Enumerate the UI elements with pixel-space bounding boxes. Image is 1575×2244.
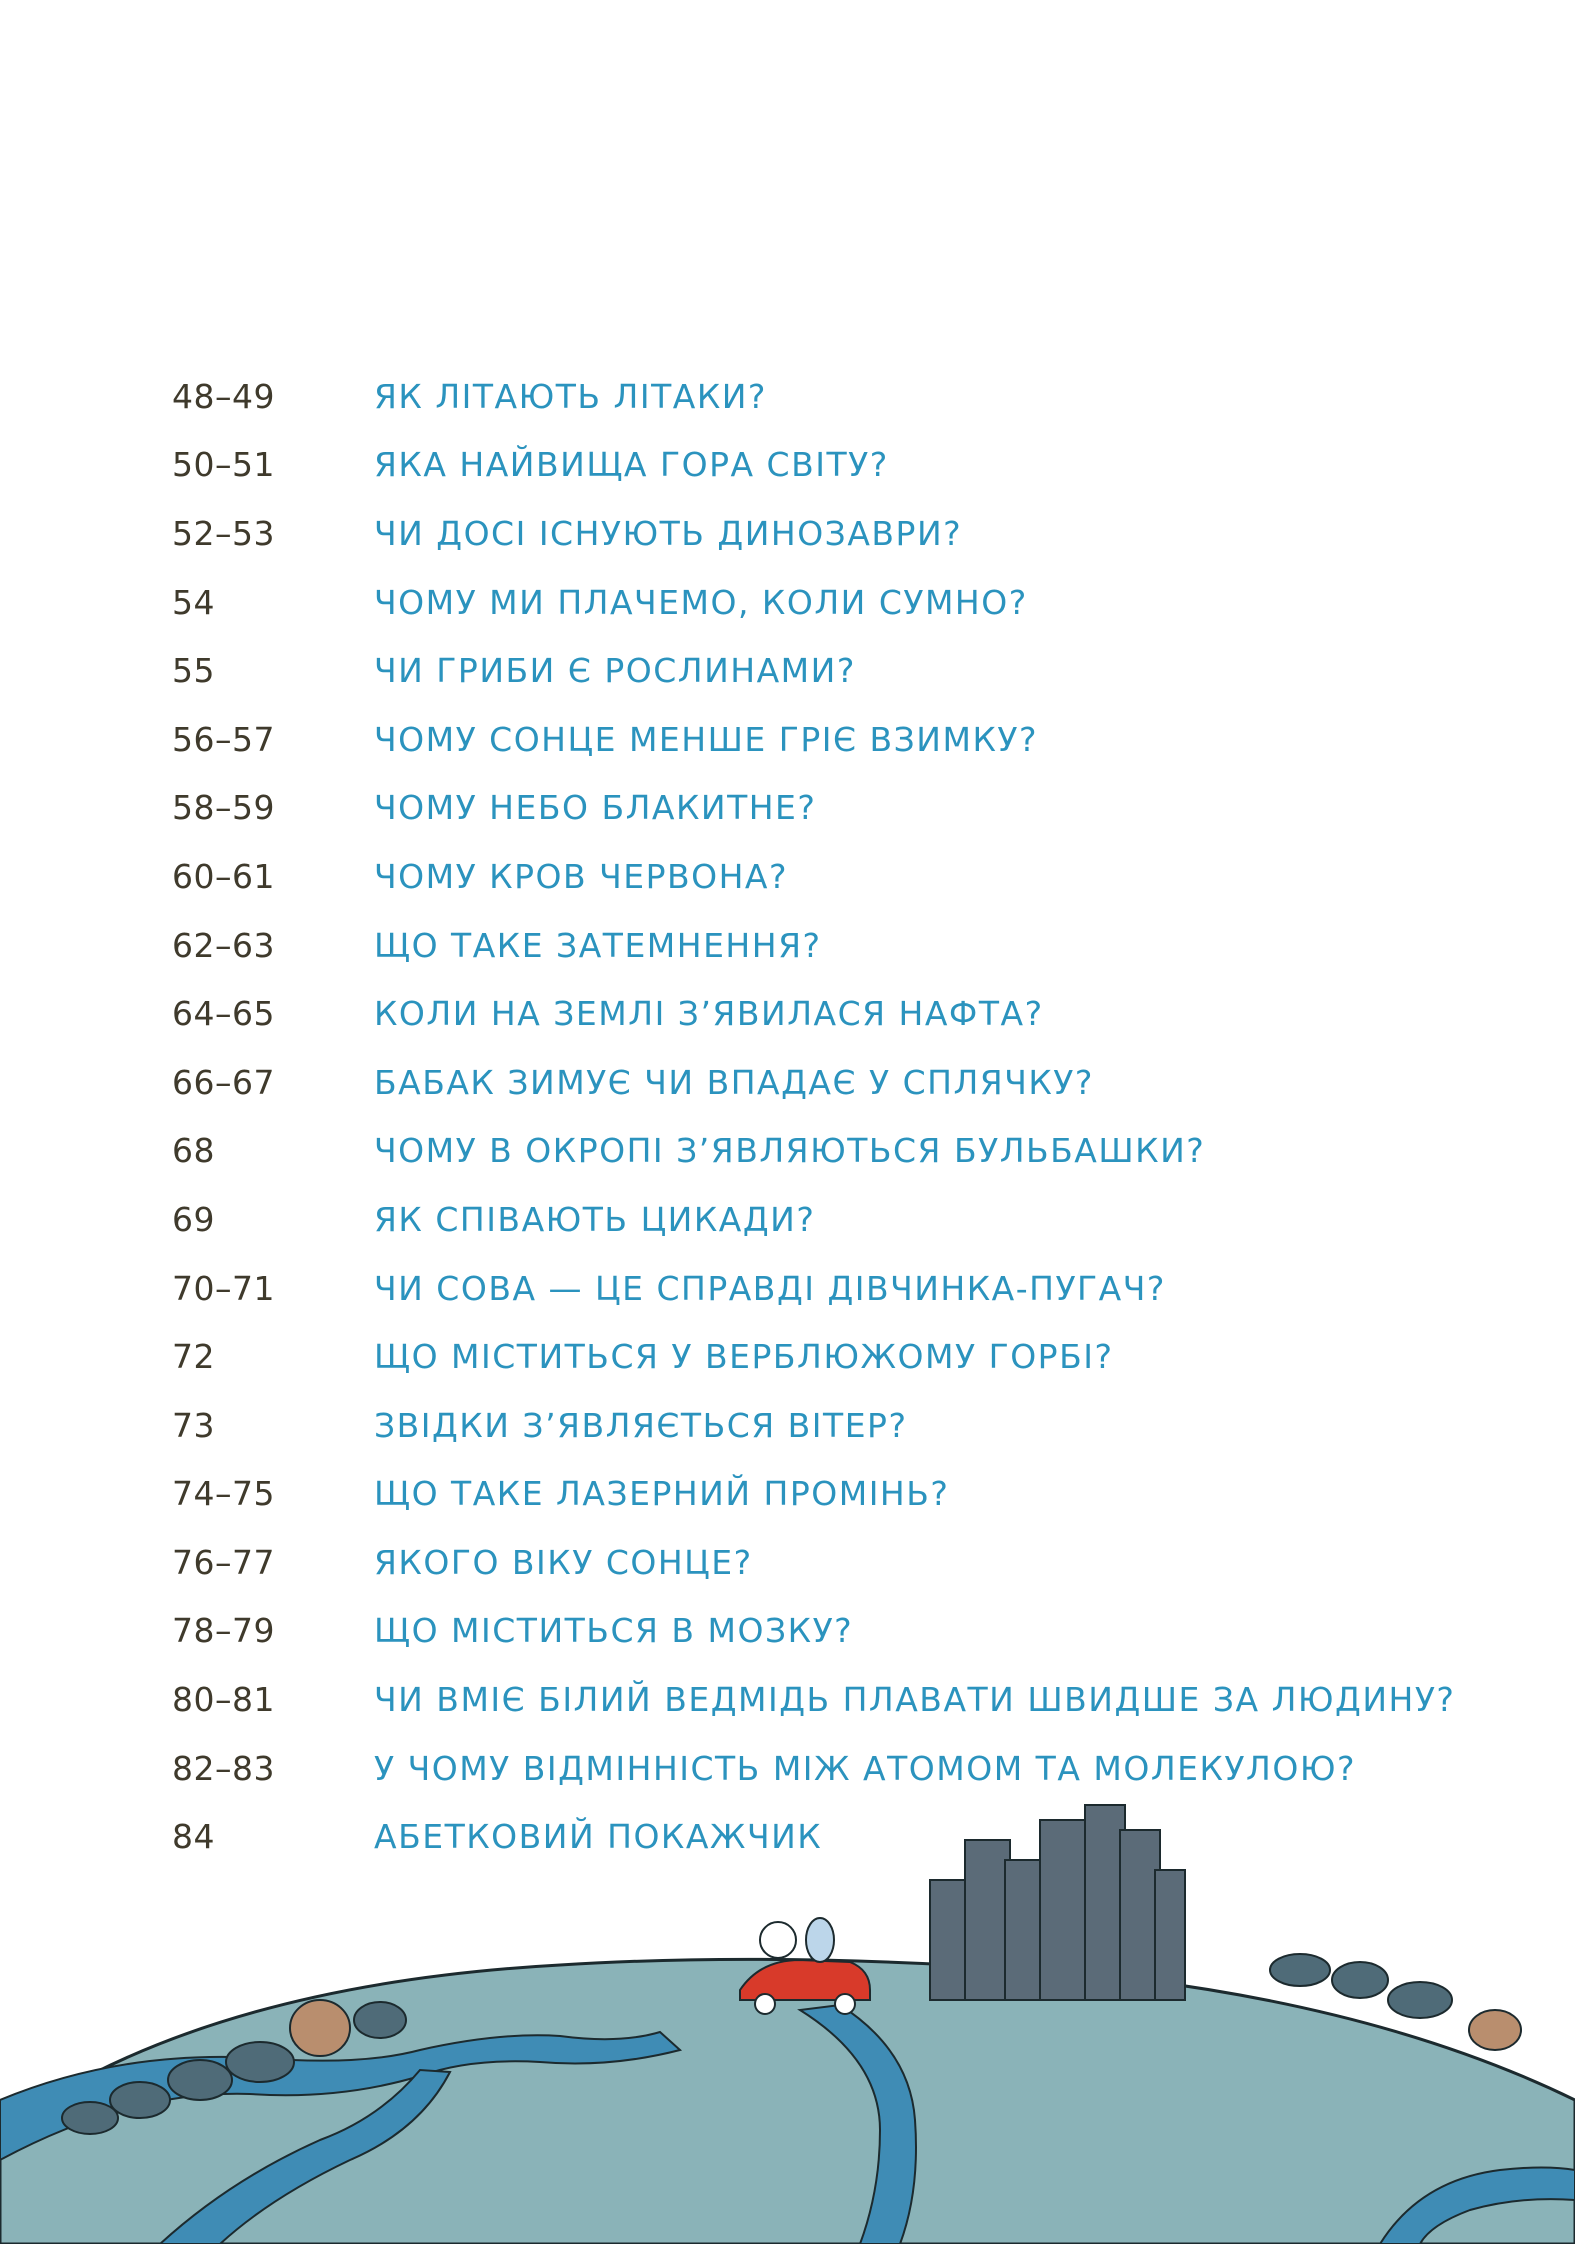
toc-page-range: 64–65: [172, 994, 275, 1034]
toc-title: ЯК СПІВАЮТЬ ЦИКАДИ?: [374, 1199, 816, 1239]
toc-page-range: 56–57: [172, 719, 275, 759]
toc-page-range: 84: [172, 1817, 215, 1857]
toc-entry: [172, 1185, 1472, 1254]
toc-title: ЧОМУ МИ ПЛАЧЕМО, КОЛИ СУМНО?: [374, 582, 1028, 622]
toc-page-range: 48–49: [172, 376, 275, 416]
toc-title: ЩО МІСТИТЬСЯ У ВЕРБЛЮЖОМУ ГОРБІ?: [374, 1337, 1114, 1377]
toc-title: ЩО МІСТИТЬСЯ В МОЗКУ?: [374, 1611, 854, 1651]
toc-title: АБЕТКОВИЙ ПОКАЖЧИК: [374, 1817, 823, 1857]
toc-page-range: 68: [172, 1131, 215, 1171]
toc-title: ЧИ ГРИБИ Є РОСЛИНАМИ?: [374, 651, 856, 691]
city-skyline: [930, 1805, 1185, 2000]
planet-city-illustration: [0, 1800, 1575, 2244]
toc-entry: [172, 705, 1472, 774]
toc-entry: [172, 1322, 1472, 1391]
toc-entry: [172, 911, 1472, 980]
toc-page-range: 72: [172, 1337, 215, 1377]
toc-entry: [172, 1665, 1472, 1734]
toc-page-range: 74–75: [172, 1474, 275, 1514]
toc-entry: [172, 1391, 1472, 1460]
toc-page-range: 80–81: [172, 1680, 275, 1720]
toc-title: ЧИ СОВА — ЦЕ СПРАВДІ ДІВЧИНКА-ПУГАЧ?: [374, 1268, 1166, 1308]
toc-title: ЧОМУ НЕБО БЛАКИТНЕ?: [374, 788, 817, 828]
toc-page-range: 70–71: [172, 1268, 275, 1308]
table-of-contents: [172, 362, 1472, 1871]
toc-page-range: 76–77: [172, 1542, 275, 1582]
toc-page-range: 54: [172, 582, 215, 622]
toc-entry: [172, 774, 1472, 843]
toc-entry: [172, 1460, 1472, 1529]
toc-page-range: 58–59: [172, 788, 275, 828]
toc-title: ЧОМУ СОНЦЕ МЕНШЕ ГРІЄ ВЗИМКУ?: [374, 719, 1039, 759]
toc-entry: [172, 636, 1472, 705]
toc-page-range: 73: [172, 1405, 215, 1445]
toc-entry: [172, 1528, 1472, 1597]
toc-entry: [172, 979, 1472, 1048]
toc-title: КОЛИ НА ЗЕМЛІ З’ЯВИЛАСЯ НАФТА?: [374, 994, 1044, 1034]
toc-title: ЧОМУ КРОВ ЧЕРВОНА?: [374, 856, 788, 896]
toc-page-range: 66–67: [172, 1062, 275, 1102]
toc-title: ЗВІДКИ З’ЯВЛЯЄТЬСЯ ВІТЕР?: [374, 1405, 908, 1445]
toc-entry: [172, 1254, 1472, 1323]
toc-entry: [172, 842, 1472, 911]
toc-entry: [172, 568, 1472, 637]
toc-page-range: 78–79: [172, 1611, 275, 1651]
toc-page-range: 82–83: [172, 1748, 275, 1788]
toc-entry: [172, 1048, 1472, 1117]
toc-entry: [172, 362, 1472, 431]
toc-title: ЯКОГО ВІКУ СОНЦЕ?: [374, 1542, 753, 1582]
toc-entry: [172, 431, 1472, 500]
toc-page-range: 55: [172, 651, 215, 691]
toc-page-range: 60–61: [172, 856, 275, 896]
toc-entry: [172, 1117, 1472, 1186]
toc-page-range: 62–63: [172, 925, 275, 965]
toc-entry: [172, 1597, 1472, 1666]
toc-title: ЯКА НАЙВИЩА ГОРА СВІТУ?: [374, 445, 889, 485]
toc-title: ЯК ЛІТАЮТЬ ЛІТАКИ?: [374, 376, 767, 416]
toc-page-range: 69: [172, 1199, 215, 1239]
toc-title: ЩО ТАКЕ ЗАТЕМНЕННЯ?: [374, 925, 822, 965]
toc-title: БАБАК ЗИМУЄ ЧИ ВПАДАЄ У СПЛЯЧКУ?: [374, 1062, 1094, 1102]
toc-entry: [172, 499, 1472, 568]
toc-entry: [172, 1734, 1472, 1803]
toc-page-range: 50–51: [172, 445, 275, 485]
toc-title: ЩО ТАКЕ ЛАЗЕРНИЙ ПРОМІНЬ?: [374, 1474, 950, 1514]
toc-title: У ЧОМУ ВІДМІННІСТЬ МІЖ АТОМОМ ТА МОЛЕКУЛОЮ?: [374, 1748, 1356, 1788]
toc-page-range: 52–53: [172, 513, 275, 553]
toc-title: ЧИ ВМІЄ БІЛИЙ ВЕДМІДЬ ПЛАВАТИ ШВИДШЕ ЗА ЛЮДИНУ?: [374, 1680, 1456, 1720]
toc-title: ЧОМУ В ОКРОПІ З’ЯВЛЯЮТЬСЯ БУЛЬБАШКИ?: [374, 1131, 1206, 1171]
toc-title: ЧИ ДОСІ ІСНУЮТЬ ДИНОЗАВРИ?: [374, 513, 963, 553]
